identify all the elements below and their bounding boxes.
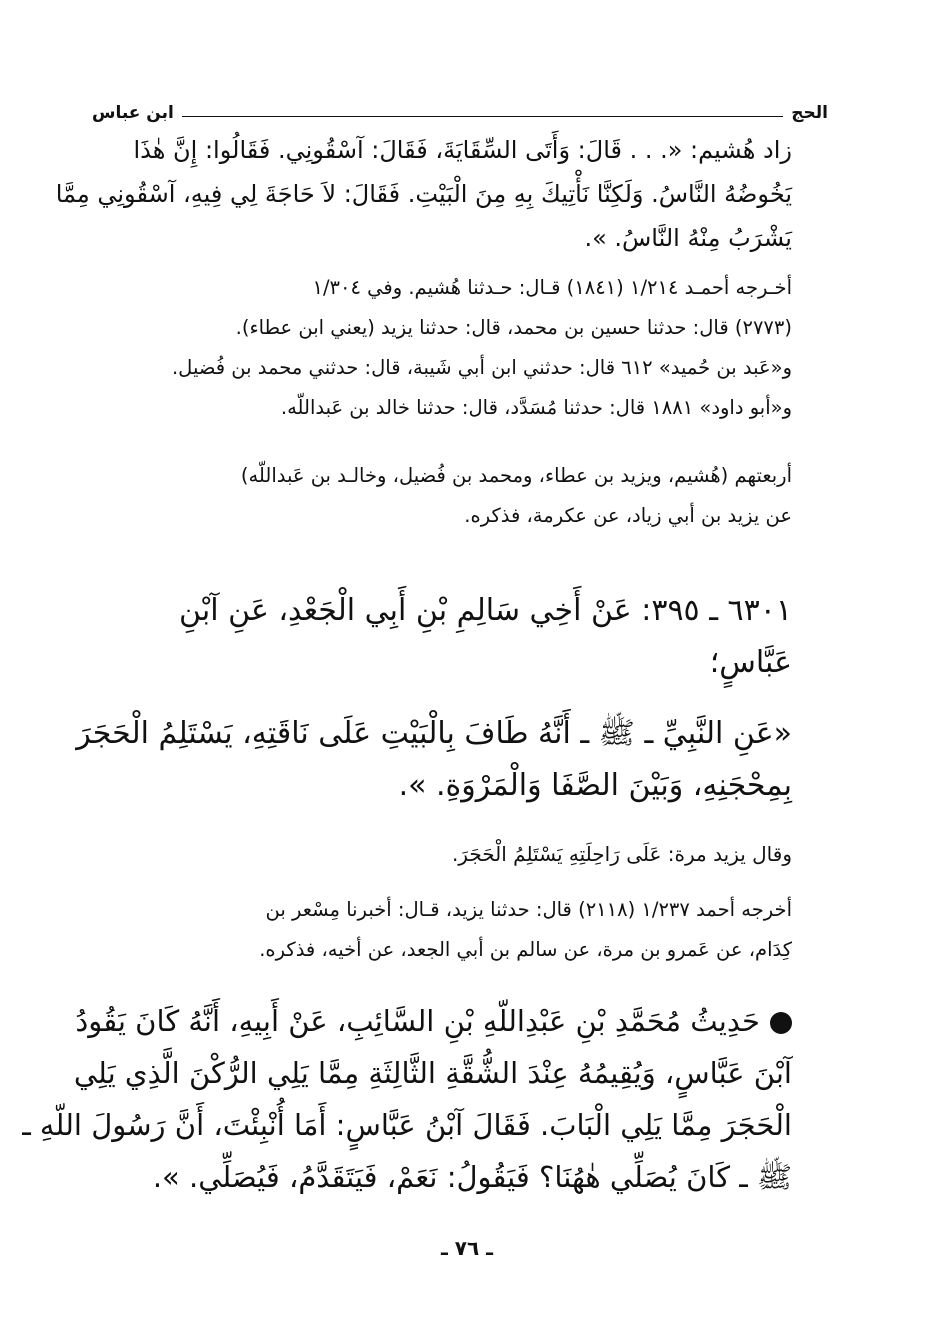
header-rule	[182, 116, 783, 117]
text-line: يَشْرَبُ مِنْهُ النَّاسُ. ».	[584, 224, 792, 252]
text-line: عن يزيد بن أبي زياد، عن عكرمة، فذكره.	[464, 504, 792, 527]
text-line: كِدَام، عن عَمرو بن مرة، عن سالم بن أبي الجعد، عن أخيه، فذكره.	[259, 938, 792, 961]
text-line: أخرجه أحمد ١/٢٣٧ (٢١١٨) قال: حدثنا يزيد، قـال: أخبرنا مِسْعر بن	[265, 898, 792, 921]
text-line: آبْنَ عَبَّاسٍ، وَيُقِيمُهُ عِنْدَ الشُّقَّةِ الثَّالِثَةِ مِمَّا يَلِي الرُّكْنَ الَّذِي يَلِي	[73, 1056, 792, 1090]
text-line: عَبَّاسٍ؛	[709, 645, 792, 680]
hadith-text	[76, 708, 792, 812]
text-line: زاد هُشيم: «. . . قَالَ: وَأَتَى السِّقَايَةَ، فَقَالَ: آسْقُونِي. فَقَالُوا: إِنَّ هٰذَا	[133, 136, 792, 164]
bullet-icon	[770, 1012, 792, 1034]
text-line	[75, 995, 792, 1047]
yazid-variant	[280, 834, 792, 874]
text-line: أربعتهم (هُشيم، ويزيد بن عطاء، ومحمد بن فُضيل، وخالـد بن عَبداللّه)	[240, 464, 792, 487]
hushaym-addition	[55, 128, 792, 260]
topic-title: ابن عباس	[92, 103, 174, 123]
page-number: ـ ٧٦ ـ	[440, 1236, 494, 1260]
text-line: (٢٧٧٣) قال: حدثنا حسين بن محمد، قال: حدثنا يزيد (يعني ابن عطاء).	[235, 316, 792, 339]
narrators-summary	[102, 456, 792, 536]
text-line: يَخُوضُهُ النَّاسُ. وَلَكِنَّا نَأْتِيكَ بِهِ مِنَ الْبَيْتِ. فَقَالَ: لاَ حَاجَةَ لِي فِيهِ، آسْقُونِي مِمَّا	[55, 180, 792, 208]
takhrij-section-2	[102, 890, 792, 970]
takhrij-section-1	[102, 268, 792, 428]
text-line: وقال يزيد مرة: عَلَى رَاحِلَتِهِ يَسْتَلِمُ الْحَجَرَ.	[451, 842, 792, 866]
text-line: أخـرجه أحمـد ١/٢١٤ (١٨٤١) قـال: حـدثنا هُشيم. وفي ١/٣٠٤	[312, 276, 792, 299]
hadith-ibn-saib	[22, 995, 792, 1203]
text-line: و«عَبد بن حُميد» ٦١٢ قال: حدثني ابن أبي شَيبة، قال: حدثني محمد بن فُضيل.	[171, 356, 792, 379]
running-header	[92, 94, 828, 122]
text-line: بِمِحْجَنِهِ، وَبَيْنَ الصَّفَا وَالْمَرْوَةِ. ».	[398, 768, 792, 803]
text-line: «عَنِ النَّبِيِّ ـ ﷺ ـ أَنَّهُ طَافَ بِالْبَيْتِ عَلَى نَاقَتِهِ، يَسْتَلِمُ الْحَجَرَ	[76, 716, 792, 751]
text-line: ﷺ ـ كَانَ يُصَلِّي هٰهُنَا؟ فَيَقُولُ: نَعَمْ، فَيَتَقَدَّمُ، فَيُصَلِّي. ».	[152, 1160, 792, 1194]
text-line: ٦٣٠١ ـ ٣٩٥: عَنْ أَخِي سَالِمِ بْنِ أَبِي الْجَعْدِ، عَنِ آبْنِ	[179, 593, 792, 628]
text-line: و«أبو داود» ١٨٨١ قال: حدثنا مُسَدَّد، قال: حدثنا خالد بن عَبداللّه.	[280, 396, 792, 419]
hadith-heading	[102, 585, 792, 689]
text-line: الْحَجَرَ مِمَّا يَلِي الْبَابَ. فَقَالَ آبْنُ عَبَّاسٍ: أَمَا أُنْبِئْتَ، أَنَّ رَسُولَ اللّهِ ـ	[22, 1108, 792, 1142]
text-line-content: حَدِيثُ مُحَمَّدِ بْنِ عَبْدِاللّهِ بْنِ السَّائِبِ، عَنْ أَبِيهِ، أَنَّهُ كَانَ يَقُودُ	[75, 1004, 760, 1038]
chapter-title: الحج	[791, 103, 828, 123]
